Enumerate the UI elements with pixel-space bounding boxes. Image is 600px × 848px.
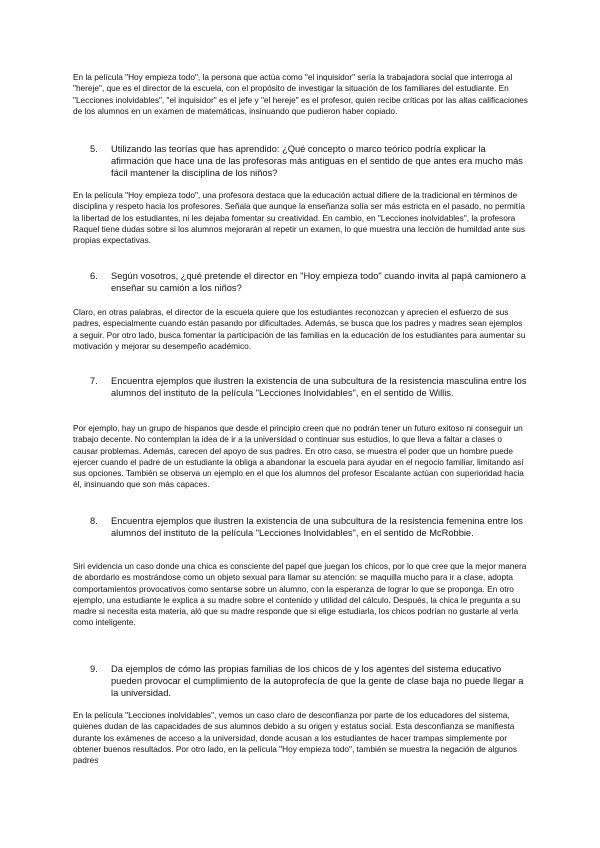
question-text: Utilizando las teorías que has aprendido: ¿Qué concepto o marco teórico podría explicar la afirmación que hace una de las profesoras más antiguas en el sentido de que antes era mucho más fácil mantener la disciplina de los niños? (111, 144, 523, 178)
question-number: 8. (90, 516, 98, 526)
question-9 (90, 663, 530, 699)
question-text: Según vosotros, ¿qué pretende el director en "Hoy empieza todo" cuando invita al papá camionero a enseñar su camión a los niños? (111, 271, 526, 293)
answer-paragraph-9: En la película "Lecciones inolvidables", vemos un caso claro de desconfianza por parte de los educadores del sistema, quienes dudan de las capacidades de sus alumnos debido a su origen y estatus social. Esta desconfianza se manifiesta durante los exámenes de acceso a la universidad, donde acusan a los estudiantes de hacer trampas simplemente por obtener buenos resultados. Por otro lado, en la película "Hoy empieza todo", también se muestra la negación de algunos padres (73, 710, 518, 766)
question-text: Da ejemplos de cómo las propias familias de los chicos de y los agentes del sistema educativo pueden provocar el cumplimiento de la autoprofecía de que la gente de clase baja no puede llegar a la universidad. (111, 664, 524, 698)
question-7 (90, 375, 530, 399)
answer-paragraph-5: En la película "Hoy empieza todo", una profesora destaca que la educación actual difiere de la tradicional en términos de disciplina y respeto hacia los profesores. Señala que aunque la enseñanza solía ser más estricta en el pasado, no permitía la libertad de los estudiantes, ni les dejaba fomentar su creatividad. En cambio, en "Lecciones inolvidables", la profesora Raquel tiene dudas sobre si los alumnos mejorarán al repetir un examen, lo que muestra una lección de humildad ante sus propias expectativas. (73, 190, 525, 246)
question-number: 5. (90, 144, 98, 154)
question-number: 6. (90, 271, 98, 281)
answer-paragraph-4: En la película "Hoy empieza todo", la persona que actúa como "el inquisidor" sería la trabajadora social que interroga al "hereje", que es el director de la escuela, con el propósito de investigar la situación de los familiares del estudiante. En "Lecciones inolvidables", "el inquisidor" es el jefe y "el hereje" es el profesor, quien recibe críticas por las altas calificaciones de los alumnos en un examen de matemáticas, insinuando que pudieron haber copiado. (73, 72, 528, 116)
question-6 (90, 270, 530, 294)
question-text: Encuentra ejemplos que ilustren la existencia de una subcultura de la resistencia femenina entre los alumnos del instituto de la película "Lecciones Inolvidables", en el sentido de McRobbie. (111, 516, 523, 538)
answer-paragraph-8: Siri evidencia un caso donde una chica es consciente del papel que juegan los chicos, por lo que cree que la mejor manera de abordarlo es mostrándose como un objeto sexual para llamar su atención: se maquilla mucho para ir a clase, adopta comportamientos provocativos como sentarse sobre un alumno, con la esperanza de lograr lo que se proponga. En otro ejemplo, una estudiante le explica a su madre sobre el contenido y utilidad del cálculo. Después, la chica le pregunta a su madre si necesita esta materia, aló que su madre responde que si elige estudiarla, los chicos podrían no gustarle al verla como inteligente. (73, 561, 527, 628)
answer-paragraph-6: Claro, en otras palabras, el director de la escuela quiere que los estudiantes reconozcan y aprecien el esfuerzo de sus padres, especialmente cuando están pasando por dificultades. Además, se busca que los padres y madres sean ejemplos a seguir. Por otro lado, busca fomentar la participación de las familias en la educación de los estudiantes para aumentar su motivación y mejorar su desempeño académico. (73, 307, 526, 351)
question-5 (90, 143, 530, 179)
answer-paragraph-7: Por ejemplo, hay un grupo de hispanos que desde el principio creen que no podrán tener un futuro exitoso ni conseguir un trabajo decente. No contemplan la idea de ir a la universidad o continuar sus estudios, lo que lleva a faltar a clases o causar problemas. Además, carecen del apoyo de sus padres. En otro caso, se muestra el poder que un hombre puede ejercer cuando el padre de un estudiante la obliga a abandonar la escuela para ayudar en el negocio familiar, limitando así sus opciones. También se observa un ejemplo en el que los alumnos del profesor Escalante actúan con superioridad hacia él, insinuando que son más capaces. (73, 423, 524, 490)
question-8 (90, 515, 530, 539)
question-number: 7. (90, 376, 98, 386)
question-text: Encuentra ejemplos que ilustren la existencia de una subcultura de la resistencia masculina entre los alumnos del instituto de la película "Lecciones Inolvidables", en el sentido de Willis. (111, 376, 527, 398)
question-number: 9. (90, 664, 98, 674)
